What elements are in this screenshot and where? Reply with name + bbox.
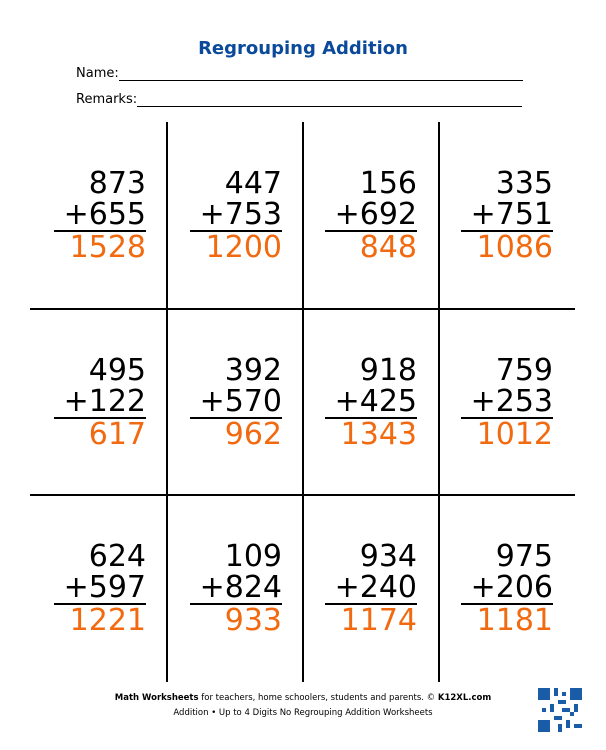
grid-divider: [30, 308, 575, 310]
addend-bottom: +597: [54, 572, 146, 605]
addition-problem: [433, 541, 553, 636]
addend-top: 918: [359, 353, 417, 388]
answer: 1200: [205, 230, 282, 265]
addend-top: 873: [88, 166, 146, 201]
addend-top: 624: [88, 539, 146, 574]
addend-top: 759: [495, 353, 553, 388]
addend-top: 934: [359, 539, 417, 574]
addend-bottom: +253: [461, 386, 553, 419]
answer: 1174: [340, 603, 417, 638]
addend-bottom: +692: [325, 199, 417, 232]
addend-top: 335: [495, 166, 553, 201]
addend-bottom: +824: [190, 572, 282, 605]
footer-site-link[interactable]: K12XL.com: [437, 693, 492, 703]
addend-bottom: +753: [190, 199, 282, 232]
answer: 1343: [340, 417, 417, 452]
addition-problem: [433, 355, 553, 450]
addend-top: 156: [359, 166, 417, 201]
addition-problem: [162, 168, 282, 263]
remarks-line: [137, 92, 522, 107]
footer-tagline: for teachers, home schoolers, students and parents. ©: [198, 693, 438, 703]
addition-problem: [26, 355, 146, 450]
addend-top: 495: [88, 353, 146, 388]
remarks-field[interactable]: [76, 92, 522, 107]
answer: 617: [88, 417, 146, 452]
footer-line-2: Addition • Up to 4 Digits No Regrouping Addition Worksheets: [173, 708, 433, 718]
name-field[interactable]: [76, 66, 523, 81]
addition-problem: [162, 541, 282, 636]
name-line: [119, 66, 523, 81]
addend-top: 392: [224, 353, 282, 388]
answer: 933: [224, 603, 282, 638]
addition-problem: [433, 168, 553, 263]
footer-line-1: [0, 693, 606, 703]
answer: 848: [359, 230, 417, 265]
addend-bottom: +240: [325, 572, 417, 605]
addition-problem: [26, 168, 146, 263]
answer: 1181: [476, 603, 553, 638]
addition-problem: [297, 355, 417, 450]
answer: 1012: [476, 417, 553, 452]
addend-bottom: +570: [190, 386, 282, 419]
footer-brand: Math Worksheets: [114, 693, 199, 703]
addition-problem: [297, 168, 417, 263]
addition-problem: [297, 541, 417, 636]
qr-code-icon[interactable]: [538, 688, 582, 732]
addend-bottom: +206: [461, 572, 553, 605]
addend-bottom: +751: [461, 199, 553, 232]
name-label: Name:: [76, 66, 119, 81]
remarks-label: Remarks:: [76, 92, 138, 107]
addend-bottom: +655: [54, 199, 146, 232]
addend-top: 447: [224, 166, 282, 201]
answer: 962: [224, 417, 282, 452]
answer: 1528: [69, 230, 146, 265]
addend-top: 109: [224, 539, 282, 574]
grid-divider: [30, 494, 575, 496]
addend-bottom: +122: [54, 386, 146, 419]
addend-bottom: +425: [325, 386, 417, 419]
answer: 1221: [69, 603, 146, 638]
addend-top: 975: [495, 539, 553, 574]
addition-problem: [26, 541, 146, 636]
addition-problem: [162, 355, 282, 450]
worksheet-title: Regrouping Addition: [198, 38, 408, 59]
answer: 1086: [476, 230, 553, 265]
